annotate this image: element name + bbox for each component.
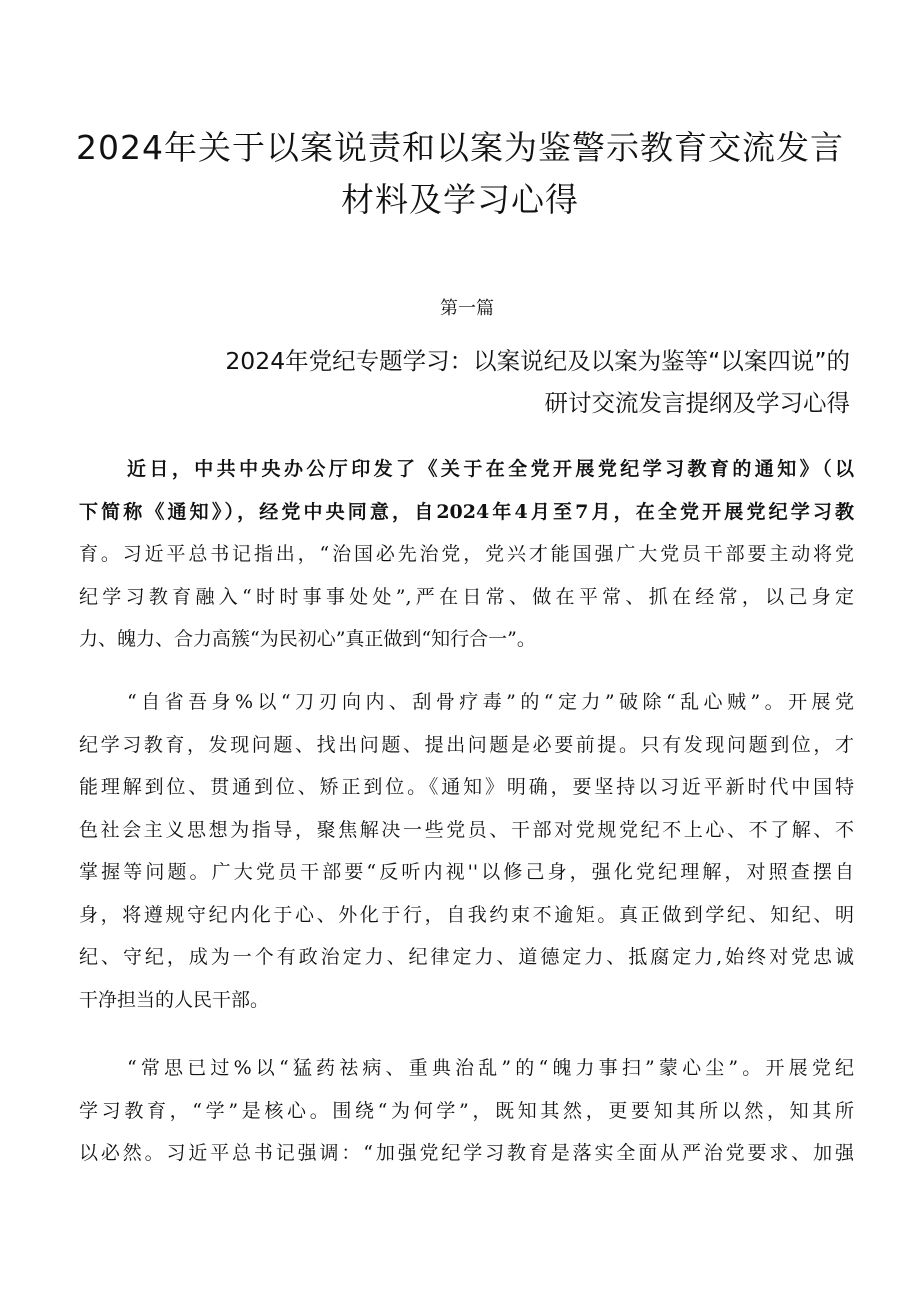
section-title-line: 2024年党纪专题学习：以案说纪及以案为鉴等“以案四说”的 <box>225 347 850 375</box>
paragraph-line: 身，将遵规守纪内化于心、外化于行，自我约束不逾矩。真正做到学纪、知纪、明 <box>79 903 854 926</box>
paragraph-reflect-faults <box>79 1047 854 1175</box>
paragraph-line: 纪学习教育融入“时时事事处处”,严在日常、做在平常、抓在经常，以己身定 <box>79 585 854 608</box>
paragraph-line: 以必然。习近平总书记强调：“加强党纪学习教育是落实全面从严治党要求、加强 <box>79 1142 854 1164</box>
section-title-line: 研讨交流发言提纲及学习心得 <box>544 389 850 417</box>
paragraph-self-reflection <box>79 681 854 1021</box>
paragraph-line: 色社会主义思想为指导，聚焦解决一些党员、干部对党规党纪不上心、不了解、不 <box>79 818 854 841</box>
section-title <box>100 340 850 424</box>
paragraph-line: 力、魄力、合力高簇“为民初心”真正做到“知行合一”。 <box>79 628 536 650</box>
document-title-line: 材料及学习心得 <box>341 180 579 219</box>
paragraph-line: 干净担当的人民干部。 <box>79 988 270 1011</box>
paragraph-line: 育。习近平总书记指出，“治国必先治党，党兴才能国强广大党员干部要主动将党 <box>79 543 854 565</box>
paragraph-line: 近日，中共中央办公厅印发了《关于在全党开展党纪学习教育的通知》（以 <box>127 458 854 480</box>
paragraph-line: 纪学习教育，发现问题、找出问题、提出问题是必要前提。只有发现问题到位，才 <box>79 733 854 756</box>
paragraph-line: 下简称《通知》），经党中央同意，自2024年4月至7月，在全党开展党纪学习教 <box>79 500 854 523</box>
paragraph-line: 能理解到位、贯通到位、矫正到位。《通知》明确，要坚持以习近平新时代中国特 <box>79 776 854 798</box>
paragraph-line: 纪、守纪，成为一个有政治定力、纪律定力、道德定力、抵腐定力,始终对党忠诚 <box>79 946 854 968</box>
document-title-line: 2024年关于以案说责和以案为鉴警示教育交流发言 <box>76 128 844 167</box>
paragraph-line: “自省吾身%以“刀刃向内、刮骨疗毒”的“定力”破除“乱心贼”。开展党 <box>127 691 854 713</box>
paragraph-intro <box>79 448 854 661</box>
paragraph-line: “常思已过%以“猛药祛病、重典治乱”的“魄力事扫”蒙心尘”。开展党纪 <box>127 1057 854 1079</box>
paragraph-line: 掌握等问题。广大党员干部要“反听内视''以修己身，强化党纪理解，对照查摆自 <box>79 861 854 883</box>
paragraph-line: 学习教育，“学”是核心。围绕“为何学”，既知其然，更要知其所以然，知其所 <box>79 1099 854 1122</box>
document-title <box>60 122 860 226</box>
section-label: 第一篇 <box>440 298 494 319</box>
